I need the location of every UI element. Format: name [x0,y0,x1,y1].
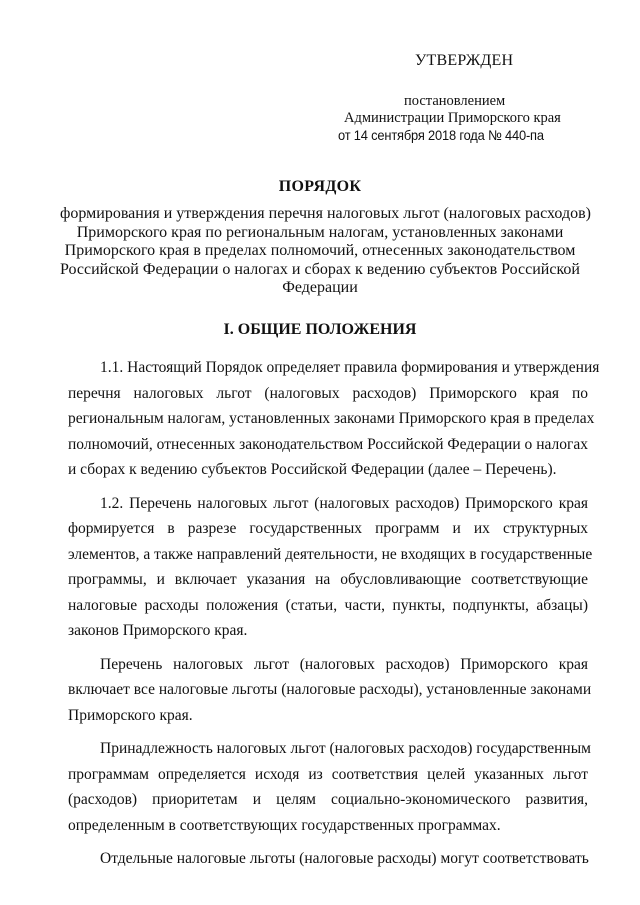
text-line: включает все налоговые льготы (налоговые расходы), установленные законами [68,681,592,698]
text-line: формируется в разрезе государственных программ и их структурных [68,520,588,537]
approval-line-3 [338,127,562,143]
subtitle-line: Федерации [282,279,358,296]
text-line: программам определяется исходя из соответствия целей указанных льгот [68,765,588,783]
text-line: Приморского края. [68,706,193,724]
document-subtitle [60,205,591,298]
paragraph-separate-benefits [68,846,588,872]
text-line: региональным налогам, установленных законами Приморского края в пределах [68,410,595,427]
paragraph-list-scope [68,652,592,729]
text-line: 1.2. Перечень налоговых льгот (налоговых расходов) Приморского края [100,494,588,512]
subtitle-line: Российской Федерации о налогах и сборах к ведению субъектов Российской [60,260,580,278]
subtitle-line: Приморского края по региональным налогам, установленных законами [76,223,564,241]
document-title: ПОРЯДОК [278,178,362,195]
text-line: перечня налоговых льгот (налоговых расходов) Приморского края по [68,384,588,402]
paragraph-1-2 [68,491,593,644]
document-body [68,355,600,880]
paragraph-program-attribution [68,736,591,838]
text-line: Отдельные налоговые льготы (налоговые расходы) могут соответствовать [100,850,589,867]
text-line: полномочий, отнесенных законодательством Российской Федерации о налогах [68,435,588,453]
text-line: Принадлежность налоговых льгот (налоговых расходов) государственным [100,740,591,757]
text-line: налоговые расходы положения (статьи, части, пункты, подпункты, абзацы) [68,596,588,614]
approval-line-2: Администрации Приморского края [344,110,561,126]
text-line: Перечень налоговых льгот (налоговых расходов) Приморского края [100,655,588,673]
subtitle-line: Приморского края в пределах полномочий, отнесенных законодательством [64,242,576,259]
text-line: 1.1. Настоящий Порядок определяет правила формирования и утверждения [100,359,600,376]
approval-title: УТВЕРЖДЕН [415,52,514,69]
text-line: элементов, а также направлений деятельности, не входящих в государственные [68,545,593,563]
subtitle-line: формирования и утверждения перечня налоговых льгот (налоговых расходов) [60,205,591,222]
paragraph-1-1 [68,355,600,483]
text-line: определенным в соответствующих государственных программах. [68,816,501,834]
text-line: и сборах к ведению субъектов Российской Федерации (далее – Перечень). [68,461,557,478]
approval-date-number: от 14 сентября 2018 года № 440-па [338,127,544,143]
text-line: законов Приморского края. [68,622,248,639]
section-heading: I. ОБЩИЕ ПОЛОЖЕНИЯ [223,321,417,338]
text-line: программы, и включает указания на обусловливающие соответствующие [68,571,588,588]
approval-line-1: постановлением [404,93,506,109]
text-line: (расходов) приоритетам и целям социально-экономического развития, [68,791,588,808]
